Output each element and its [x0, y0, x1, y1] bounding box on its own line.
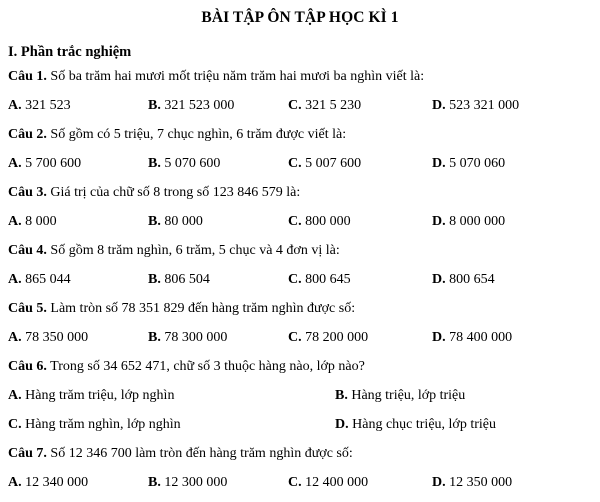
option-d-label: D.	[432, 214, 446, 229]
option-c-text: 12 400 000	[301, 475, 369, 490]
question-block	[0, 352, 600, 439]
option-b-text: 321 523 000	[160, 98, 235, 113]
option-a[interactable]	[8, 149, 81, 178]
option-c-text: 800 000	[301, 214, 351, 229]
question-text	[8, 236, 600, 265]
option-c-label: C.	[288, 214, 302, 229]
option-d-text: 800 654	[445, 272, 495, 287]
option-a-text: Hàng trăm triệu, lớp nghìn	[21, 388, 175, 403]
option-d-label: D.	[335, 417, 349, 432]
option-b-label: B.	[148, 156, 161, 171]
question-label: Câu 1.	[8, 69, 47, 84]
option-b-label: B.	[148, 214, 161, 229]
option-c-label: C.	[288, 156, 302, 171]
option-d-text: 523 321 000	[445, 98, 520, 113]
option-d-text: Hàng chục triệu, lớp triệu	[348, 417, 496, 432]
option-d[interactable]	[432, 265, 495, 294]
question-body: Số gồm có 5 triệu, 7 chục nghìn, 6 trăm được viết là:	[46, 127, 347, 142]
question-body: Số 12 346 700 làm tròn đến hàng trăm nghìn được số:	[46, 446, 353, 461]
option-a[interactable]	[8, 381, 174, 410]
option-c-text: Hàng trăm nghìn, lớp nghìn	[21, 417, 181, 432]
option-a[interactable]	[8, 265, 71, 294]
option-d[interactable]	[432, 91, 519, 120]
question-body: Trong số 34 652 471, chữ số 3 thuộc hàng nào, lớp nào?	[46, 359, 365, 374]
option-a-text: 321 523	[21, 98, 71, 113]
option-c-text: 321 5 230	[301, 98, 362, 113]
option-d[interactable]	[432, 468, 512, 497]
option-c-label: C.	[288, 272, 302, 287]
option-a-label: A.	[8, 272, 22, 287]
question-label: Câu 7.	[8, 446, 47, 461]
question-text	[8, 439, 600, 468]
option-c-label: C.	[288, 98, 302, 113]
document-page	[0, 8, 600, 502]
question-label: Câu 3.	[8, 185, 47, 200]
question-label: Câu 6.	[8, 359, 47, 374]
option-b-text: 806 504	[160, 272, 210, 287]
question-text	[8, 120, 600, 149]
option-d-label: D.	[432, 98, 446, 113]
question-text	[8, 62, 600, 91]
option-c-text: 5 007 600	[301, 156, 362, 171]
option-b[interactable]	[148, 149, 220, 178]
option-b[interactable]	[148, 207, 203, 236]
option-b-text: 80 000	[160, 214, 203, 229]
option-b[interactable]	[148, 265, 210, 294]
options-row	[0, 323, 600, 352]
question-label: Câu 4.	[8, 243, 47, 258]
option-a-text: 8 000	[21, 214, 57, 229]
option-d-text: 5 070 060	[445, 156, 506, 171]
question-label: Câu 5.	[8, 301, 47, 316]
option-a[interactable]	[8, 323, 88, 352]
option-b[interactable]	[148, 323, 227, 352]
option-d-label: D.	[432, 330, 446, 345]
option-b-label: B.	[335, 388, 348, 403]
option-c[interactable]	[288, 468, 368, 497]
option-b-text: Hàng triệu, lớp triệu	[347, 388, 466, 403]
option-a-label: A.	[8, 475, 22, 490]
option-c[interactable]	[288, 265, 351, 294]
option-a-text: 5 700 600	[21, 156, 82, 171]
section-heading: I. Phần trắc nghiệm	[8, 44, 132, 60]
question-text	[8, 352, 600, 381]
option-d-text: 12 350 000	[445, 475, 513, 490]
option-c[interactable]	[288, 207, 351, 236]
options-row	[0, 468, 600, 497]
option-c[interactable]	[288, 91, 361, 120]
option-a-label: A.	[8, 98, 22, 113]
question-block	[0, 120, 600, 178]
option-c[interactable]	[288, 323, 368, 352]
question-label: Câu 2.	[8, 127, 47, 142]
question-body: Làm tròn số 78 351 829 đến hàng trăm nghìn được số:	[46, 301, 356, 316]
question-block	[0, 178, 600, 236]
option-d-label: D.	[432, 475, 446, 490]
options-row	[0, 265, 600, 294]
question-block	[0, 439, 600, 497]
option-c[interactable]	[8, 410, 181, 439]
option-d[interactable]	[432, 149, 505, 178]
option-a-label: A.	[8, 156, 22, 171]
question-block	[0, 62, 600, 120]
option-d-text: 78 400 000	[445, 330, 513, 345]
option-c-text: 78 200 000	[301, 330, 369, 345]
option-a[interactable]	[8, 91, 71, 120]
options-row	[0, 149, 600, 178]
option-b[interactable]	[148, 91, 234, 120]
option-b-label: B.	[148, 272, 161, 287]
option-d-label: D.	[432, 156, 446, 171]
question-text	[8, 178, 600, 207]
option-c-label: C.	[288, 330, 302, 345]
option-b-text: 12 300 000	[160, 475, 228, 490]
option-b-label: B.	[148, 330, 161, 345]
question-body: Số gồm 8 trăm nghìn, 6 trăm, 5 chục và 4 đơn vị là:	[46, 243, 340, 258]
option-c[interactable]	[288, 149, 361, 178]
option-a-label: A.	[8, 214, 22, 229]
option-b-text: 5 070 600	[160, 156, 221, 171]
options-grid	[0, 381, 600, 439]
option-d[interactable]	[432, 323, 512, 352]
options-row	[0, 207, 600, 236]
option-a-text: 12 340 000	[21, 475, 89, 490]
option-c-label: C.	[8, 417, 22, 432]
option-d-text: 8 000 000	[445, 214, 506, 229]
option-b[interactable]	[335, 381, 465, 410]
option-d-label: D.	[432, 272, 446, 287]
option-d[interactable]	[432, 207, 505, 236]
option-c-text: 800 645	[301, 272, 351, 287]
option-c-label: C.	[288, 475, 302, 490]
option-b-text: 78 300 000	[160, 330, 228, 345]
option-a-label: A.	[8, 388, 22, 403]
question-body: Số ba trăm hai mươi mốt triệu năm trăm hai mươi ba nghìn viết là:	[46, 69, 425, 84]
option-a[interactable]	[8, 468, 88, 497]
option-a-text: 78 350 000	[21, 330, 89, 345]
page-title: BÀI TẬP ÔN TẬP HỌC KÌ 1	[201, 9, 399, 26]
option-b-label: B.	[148, 98, 161, 113]
question-body: Giá trị của chữ số 8 trong số 123 846 579 là:	[46, 185, 301, 200]
option-a-label: A.	[8, 330, 22, 345]
option-a-text: 865 044	[21, 272, 71, 287]
question-text	[8, 294, 600, 323]
question-block	[0, 294, 600, 352]
question-block	[0, 236, 600, 294]
option-b-label: B.	[148, 475, 161, 490]
option-a[interactable]	[8, 207, 57, 236]
option-b[interactable]	[148, 468, 227, 497]
option-d[interactable]	[335, 410, 496, 439]
options-row	[0, 91, 600, 120]
